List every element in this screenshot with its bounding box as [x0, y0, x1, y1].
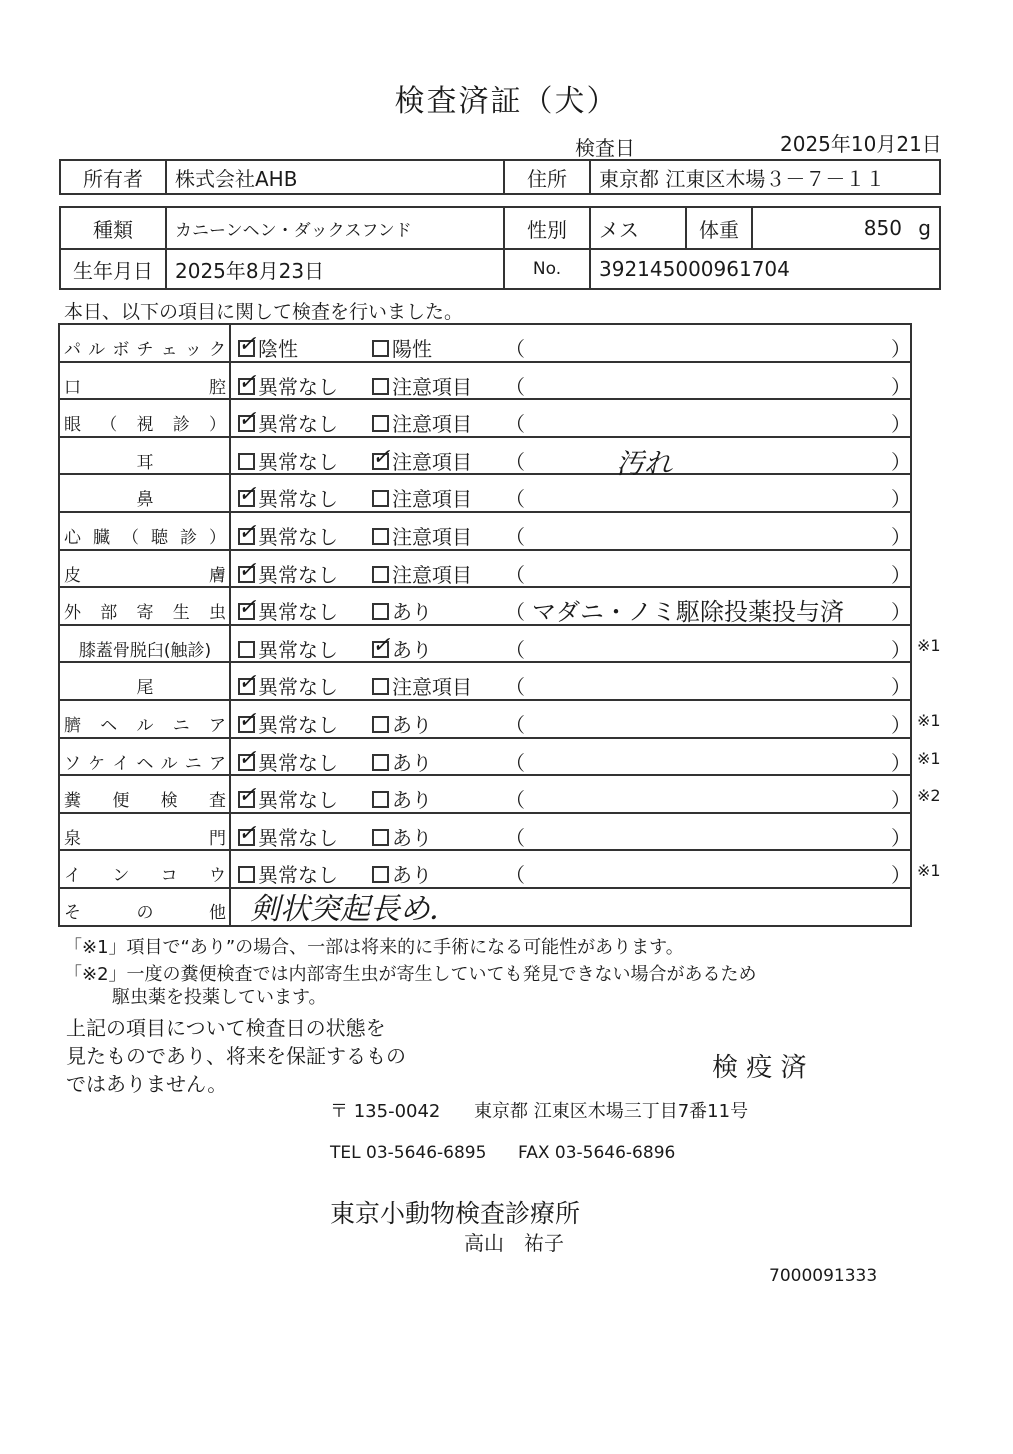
- row-separator: [58, 661, 910, 663]
- option-normal[interactable]: [238, 671, 338, 700]
- paren-right: ）: [891, 337, 911, 361]
- checkbox[interactable]: [372, 791, 389, 808]
- item-label-char: ア: [209, 716, 226, 736]
- item-label-char: 生: [172, 603, 190, 624]
- option-label: 異常なし: [258, 487, 338, 512]
- option-label: 注意項目: [392, 675, 472, 700]
- item-label: [64, 523, 226, 548]
- row-separator: [58, 699, 910, 701]
- option-attention[interactable]: [372, 709, 432, 738]
- check-mark-icon: ✓: [372, 444, 391, 470]
- item-label-char: 診: [172, 415, 190, 436]
- option-attention[interactable]: [372, 483, 472, 512]
- inspection-date-label: 検査日: [575, 136, 635, 160]
- paren-left: （: [505, 863, 525, 888]
- paren-right: ）: [891, 825, 911, 850]
- option-label: 異常なし: [258, 675, 338, 700]
- paren-right: ）: [891, 600, 911, 625]
- clinic-fax: FAX 03-5646-6896: [518, 1143, 676, 1163]
- option-normal[interactable]: [238, 521, 338, 550]
- checkbox[interactable]: [238, 407, 257, 433]
- no-label: No.: [504, 249, 590, 289]
- serial-number: 7000091333: [769, 1266, 878, 1286]
- check-mark-icon: ✓: [238, 820, 257, 846]
- option-normal[interactable]: [238, 559, 338, 588]
- owner-table: [59, 159, 941, 195]
- item-label-char: ル: [88, 340, 106, 360]
- paren-left: （: [505, 750, 525, 775]
- option-label: 注意項目: [392, 562, 472, 587]
- paren-left: （: [505, 713, 525, 737]
- item-label: [64, 561, 226, 586]
- breed-label: 種類: [60, 207, 166, 249]
- option-normal[interactable]: [238, 446, 338, 475]
- item-label-char: ア: [208, 753, 226, 774]
- paren-left: （: [505, 600, 525, 625]
- owner-label: 所有者: [60, 160, 166, 194]
- option-label: 陽性: [392, 337, 432, 361]
- item-label-char: 検: [160, 791, 178, 812]
- item-label: [64, 861, 226, 886]
- option-label: あり: [392, 600, 432, 625]
- option-label: 注意項目: [392, 412, 472, 437]
- other-value: 剣状突起長め．: [250, 892, 459, 927]
- birth-label: 生年月日: [60, 249, 166, 289]
- paren-left: （: [505, 412, 525, 437]
- checkbox[interactable]: [372, 716, 389, 733]
- checkbox[interactable]: [372, 632, 391, 658]
- item-label-char: 口: [64, 377, 81, 398]
- item-label: [64, 673, 226, 698]
- checkbox[interactable]: [238, 453, 255, 470]
- item-label: [64, 749, 226, 774]
- item-label: [64, 598, 226, 623]
- option-normal[interactable]: [238, 709, 338, 738]
- paren-left: （: [505, 675, 525, 700]
- paren-left: （: [505, 525, 525, 549]
- paren-right: ）: [891, 449, 911, 474]
- checkbox[interactable]: [238, 670, 257, 696]
- paren-left: （: [505, 374, 525, 399]
- option-label: 異常なし: [258, 412, 338, 437]
- item-label-char: 尾: [136, 678, 154, 699]
- item-label: [64, 373, 226, 398]
- quarantine-stamp: 検 疫 済: [712, 1053, 807, 1083]
- paren-left: （: [505, 825, 525, 850]
- item-label-char: 心: [64, 528, 81, 548]
- intro-text: 本日、以下の項目に関して検査を行いました。: [64, 301, 464, 323]
- checkbox[interactable]: [372, 566, 389, 583]
- check-mark-icon: ✓: [238, 369, 257, 395]
- item-label-char: コ: [160, 866, 178, 887]
- item-label-char: ン: [112, 866, 130, 887]
- footnote-2b: 駆虫薬を投薬しています。: [112, 987, 327, 1008]
- item-label-char: イ: [64, 866, 81, 887]
- check-mark-icon: ✓: [238, 745, 257, 771]
- option-normal[interactable]: [238, 784, 338, 813]
- check-mark-icon: ✓: [238, 670, 257, 696]
- paren-right: ）: [891, 487, 911, 512]
- item-label-char: ニ: [184, 753, 202, 774]
- breed-value: カニーンヘン・ダックスフンド: [166, 207, 504, 249]
- vet-name: 高山 祐子: [464, 1231, 564, 1255]
- checkbox[interactable]: [238, 332, 257, 357]
- row-separator: [58, 436, 910, 438]
- option-label: 異常なし: [258, 525, 338, 549]
- option-label: 異常なし: [258, 750, 338, 775]
- item-label-char: 外: [64, 603, 81, 624]
- owner-value: 株式会社AHB: [166, 160, 504, 194]
- option-normal[interactable]: [238, 483, 338, 512]
- row-separator: [58, 774, 910, 776]
- check-mark-icon: ✓: [238, 708, 257, 733]
- paren-right: ）: [891, 713, 911, 737]
- option-label: 異常なし: [258, 374, 338, 399]
- option-label: あり: [392, 637, 432, 662]
- checkbox[interactable]: [372, 528, 389, 545]
- item-label-char: 耳: [136, 452, 154, 473]
- item-label-char: パ: [64, 340, 81, 360]
- option-attention[interactable]: [372, 408, 472, 437]
- option-attention[interactable]: [372, 559, 472, 588]
- row-separator: [58, 361, 910, 363]
- item-label-char: ッ: [184, 340, 202, 360]
- option-normal[interactable]: [238, 596, 338, 625]
- item-label-char: 皮: [64, 565, 81, 586]
- sex-value: メス: [590, 207, 686, 249]
- checkbox[interactable]: [238, 866, 255, 883]
- option-normal[interactable]: [238, 747, 338, 776]
- item-label-char: ル: [160, 753, 178, 774]
- paren-right: ）: [891, 750, 911, 775]
- item-label: [64, 448, 226, 473]
- item-label: [64, 410, 226, 435]
- item-label-char: 診: [180, 528, 197, 548]
- checkbox[interactable]: [372, 866, 389, 883]
- item-label-char: 臓: [93, 528, 110, 548]
- option-attention[interactable]: [372, 446, 472, 475]
- option-normal[interactable]: [238, 371, 338, 400]
- clinic-name: 東京小動物検査診療所: [330, 1199, 581, 1228]
- item-label-char: 寄: [136, 603, 154, 624]
- paren-left: （: [505, 562, 525, 587]
- paren-right: ）: [891, 637, 911, 662]
- row-separator: [58, 586, 910, 588]
- checkbox[interactable]: [238, 369, 257, 395]
- item-label: [64, 636, 226, 661]
- item-note: 汚れ: [616, 446, 673, 480]
- disclaimer-line-3: ではありません。: [66, 1072, 228, 1096]
- option-label: 注意項目: [392, 449, 472, 474]
- footnote-1: 「※1」項目で“あり”の場合、一部は将来的に手術になる可能性があります。: [64, 937, 684, 958]
- option-label: あり: [392, 825, 432, 850]
- checkbox[interactable]: [238, 482, 257, 508]
- row-separator: [58, 812, 910, 814]
- option-attention[interactable]: [372, 333, 432, 362]
- address-label: 住所: [504, 160, 590, 194]
- option-label: あり: [392, 750, 432, 775]
- option-attention[interactable]: [372, 371, 472, 400]
- animal-table: [59, 206, 941, 290]
- paren-right: ）: [891, 374, 911, 399]
- weight-unit: g: [918, 216, 931, 240]
- checkbox[interactable]: [372, 490, 389, 507]
- item-label-char: ）: [209, 528, 226, 548]
- row-separator: [58, 398, 910, 400]
- option-label: 異常なし: [258, 788, 338, 813]
- row-separator: [58, 887, 910, 889]
- row-separator: [58, 549, 910, 551]
- option-label: 異常なし: [258, 600, 338, 625]
- item-label: [64, 711, 226, 736]
- item-label-char: イ: [112, 753, 130, 774]
- option-label: 異常なし: [258, 863, 338, 888]
- item-label-char: ウ: [208, 866, 226, 887]
- row-separator: [58, 849, 910, 851]
- postal-code: 〒 135-0042: [330, 1101, 441, 1122]
- option-label: 注意項目: [392, 487, 472, 512]
- paren-left: （: [505, 788, 525, 813]
- other-label-2: 他: [209, 903, 226, 923]
- checkbox[interactable]: [238, 520, 257, 545]
- item-label-char: 聴: [151, 528, 168, 548]
- inspection-date: 2025年10月21日: [780, 132, 942, 156]
- checkbox[interactable]: [238, 595, 257, 621]
- checkbox[interactable]: [372, 340, 389, 357]
- option-attention[interactable]: [372, 521, 472, 550]
- item-label-char: 門: [209, 828, 226, 849]
- checkbox[interactable]: [372, 678, 389, 695]
- row-separator: [58, 737, 910, 739]
- item-label-char: ニ: [172, 716, 190, 736]
- checkbox[interactable]: [238, 557, 257, 583]
- option-attention[interactable]: [372, 671, 472, 700]
- check-mark-icon: ✓: [238, 520, 257, 545]
- item-label-char: 鼻: [136, 490, 154, 511]
- weight-cell: [752, 207, 940, 249]
- item-label-char: 糞: [64, 791, 81, 812]
- paren-right: ）: [891, 863, 911, 888]
- option-label: 注意項目: [392, 525, 472, 549]
- option-normal[interactable]: [238, 333, 298, 362]
- disclaimer-line-1: 上記の項目について検査日の状態を: [66, 1016, 386, 1040]
- option-attention[interactable]: [372, 784, 432, 813]
- checkbox[interactable]: [238, 641, 255, 658]
- footnote-mark: ※1: [917, 635, 941, 655]
- footnote-mark: ※1: [917, 711, 941, 730]
- other-label-1: の: [136, 903, 154, 923]
- paren-right: ）: [891, 412, 911, 437]
- checkbox[interactable]: [372, 444, 391, 470]
- birth-value: 2025年8月23日: [166, 249, 504, 289]
- item-label-char: 眼: [64, 415, 81, 436]
- weight-label: 体重: [686, 207, 752, 249]
- checkbox[interactable]: [372, 415, 389, 432]
- check-mark-icon: ✓: [238, 557, 257, 583]
- checkbox[interactable]: [372, 603, 389, 620]
- paren-left: （: [505, 637, 525, 662]
- checkbox[interactable]: [372, 754, 389, 771]
- item-label-char: ソ: [64, 753, 81, 774]
- item-label-char: 査: [208, 791, 226, 812]
- option-normal[interactable]: [238, 822, 338, 851]
- clinic-tel: TEL 03-5646-6895: [330, 1143, 487, 1163]
- document-title: 検査済証（犬）: [394, 84, 619, 119]
- paren-left: （: [505, 337, 525, 361]
- checkbox[interactable]: [372, 378, 389, 395]
- item-label-char: 泉: [64, 828, 81, 849]
- sex-label: 性別: [504, 207, 590, 249]
- checkbox[interactable]: [238, 820, 257, 846]
- other-label: [64, 898, 226, 923]
- option-normal[interactable]: [238, 634, 338, 663]
- item-label: [64, 485, 226, 510]
- footnote-mark: ※1: [917, 861, 941, 881]
- item-label-char: ）: [209, 415, 226, 436]
- item-label-char: （: [122, 528, 139, 548]
- option-attention[interactable]: [372, 822, 432, 851]
- row-separator: [58, 473, 910, 475]
- check-mark-icon: ✓: [238, 332, 257, 357]
- item-label-char: ヘ: [136, 753, 154, 774]
- address-value: 東京都 江東区木場３－７－１１: [590, 160, 940, 194]
- footnote-mark: ※1: [917, 748, 941, 768]
- option-label: 注意項目: [392, 374, 472, 399]
- clinic-address: 東京都 江東区木場三丁目7番11号: [474, 1101, 749, 1122]
- disclaimer: [66, 1014, 406, 1098]
- item-label-char: 虫: [209, 603, 226, 624]
- option-label: あり: [392, 713, 432, 737]
- paren-right: ）: [891, 525, 911, 549]
- paren-left: （: [505, 487, 525, 512]
- footnote-mark: ※2: [917, 786, 941, 806]
- item-label-char: 膚: [209, 565, 226, 586]
- option-attention[interactable]: [372, 634, 432, 663]
- check-mark-icon: ✓: [238, 783, 257, 809]
- item-label-char: ヘ: [100, 716, 118, 736]
- option-label: 異常なし: [258, 449, 338, 474]
- item-label: [64, 335, 226, 360]
- check-mark-icon: ✓: [238, 595, 257, 621]
- option-label: 異常なし: [258, 825, 338, 850]
- item-label-char: 臍: [64, 716, 81, 736]
- item-label: [64, 786, 226, 811]
- footnote-2a: 「※2」一度の糞便検査では内部寄生虫が寄生していても発見できない場合があるため: [64, 964, 757, 985]
- paren-right: ）: [891, 788, 911, 813]
- item-label-char: 膝蓋骨脱臼(触診): [78, 640, 212, 661]
- disclaimer-line-2: 見たものであり、将来を保証するもの: [66, 1044, 406, 1068]
- check-mark-icon: ✓: [238, 407, 257, 433]
- check-mark-icon: ✓: [372, 632, 391, 658]
- paren-left: （: [505, 449, 525, 474]
- option-label: あり: [392, 788, 432, 813]
- item-note: マダニ・ノミ駆除投薬投与済: [532, 598, 844, 627]
- item-label: [64, 824, 226, 849]
- weight-value: 850: [863, 216, 902, 240]
- item-label-char: ル: [136, 716, 154, 736]
- option-attention[interactable]: [372, 747, 432, 776]
- checkbox[interactable]: [238, 783, 257, 809]
- item-label-char: 部: [100, 603, 118, 624]
- checkbox[interactable]: [372, 829, 389, 846]
- checkbox[interactable]: [238, 708, 257, 733]
- other-label-0: そ: [64, 903, 81, 923]
- item-label-char: 腔: [209, 377, 226, 398]
- checkbox[interactable]: [238, 745, 257, 771]
- paren-right: ）: [891, 675, 911, 700]
- item-label-char: ク: [208, 340, 226, 360]
- option-attention[interactable]: [372, 596, 432, 625]
- item-label-char: チ: [136, 340, 154, 360]
- check-mark-icon: ✓: [238, 482, 257, 508]
- item-label-char: ェ: [160, 340, 178, 360]
- option-label: 異常なし: [258, 713, 338, 737]
- item-label-char: 視: [136, 415, 154, 436]
- option-label: 陰性: [258, 337, 298, 361]
- option-normal[interactable]: [238, 408, 338, 437]
- item-label-char: ボ: [112, 340, 130, 360]
- item-label-char: 便: [112, 791, 130, 812]
- no-value: 392145000961704: [590, 249, 940, 289]
- item-label-char: ケ: [88, 753, 106, 774]
- item-label-char: （: [100, 415, 118, 436]
- paren-right: ）: [891, 562, 911, 587]
- option-label: あり: [392, 863, 432, 888]
- row-separator: [58, 511, 910, 513]
- option-label: 異常なし: [258, 637, 338, 662]
- option-label: 異常なし: [258, 562, 338, 587]
